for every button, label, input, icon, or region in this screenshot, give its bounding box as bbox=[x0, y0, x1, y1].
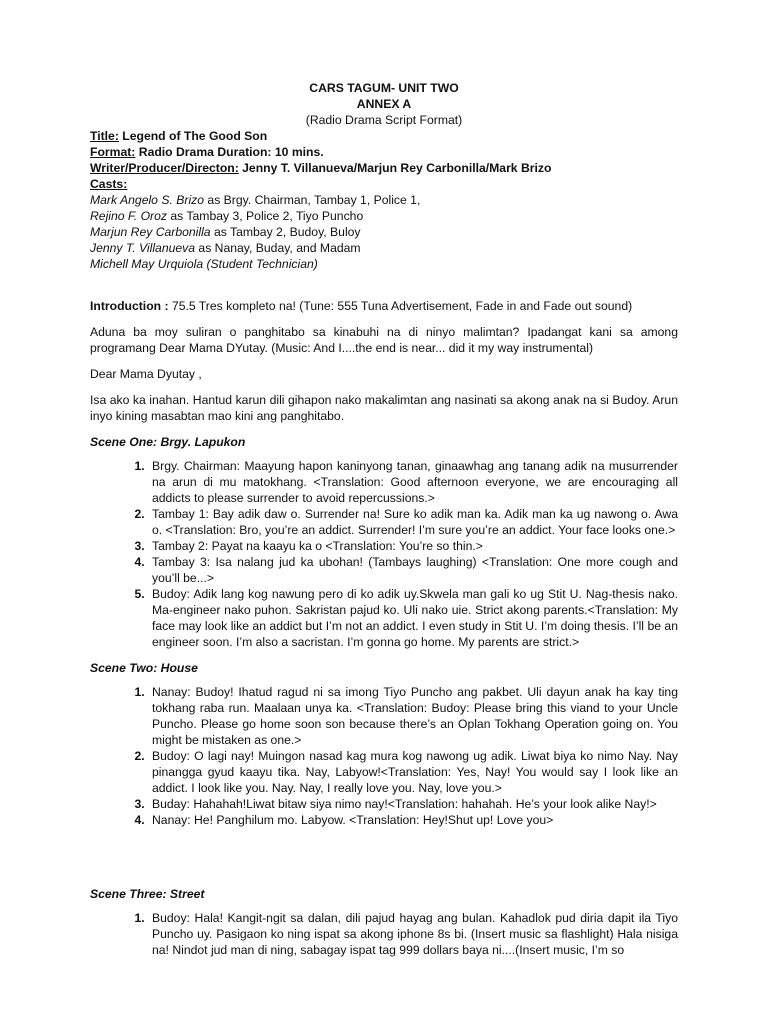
scene-lines bbox=[90, 458, 678, 650]
script-line: 2. Budoy: O lagi nay! Muingon nasad kag mura kog nawong ug adik. Liwat biya ko nimo Nay. Nay pinangga gyud kaayu tika. Nay, Labyow!<Translation: Yes, Nay! You would say I look like an addict. I look like you. Nay. Nay, I really love you. Nay, love you.> bbox=[148, 748, 678, 796]
title-value: Legend of The Good Son bbox=[118, 129, 268, 143]
document-page bbox=[90, 80, 678, 958]
cast-item bbox=[90, 192, 678, 208]
cast-item bbox=[90, 224, 678, 240]
writer-value: Jenny T. Villanueva/Marjun Rey Carbonilla/Mark Brizo bbox=[238, 161, 552, 175]
script-line: 1. Nanay: Budoy! Ihatud ragud ni sa imong Tiyo Puncho ang pakbet. Uli dayun anak ha kay ting tokhang raba run. Maalaan unya ka. <Translation: Budoy: Please bring this viand to your Uncle Puncho. Please go home soon son because there’s an Oplan Tokhang Operation going on. You might be mistaken as one.> bbox=[148, 684, 678, 748]
cast-item bbox=[90, 240, 678, 256]
introduction bbox=[90, 298, 678, 314]
script-line: 1. Budoy: Hala! Kangit-ngit sa dalan, dili pajud hayag ang bulan. Kahadlok pud diria dapit ila Tiyo Puncho uy. Pasigaon ko ning ispat sa akong iphone 8s bi. (Insert music sa flashlight) Hala nisiga na! Nindot jud man di ning, sabagay ispat tag 999 dollars baya ni....(Insert music, I’m so bbox=[148, 910, 678, 958]
intro-label: Introduction : bbox=[90, 299, 169, 313]
scene-lines bbox=[90, 684, 678, 828]
cast-item bbox=[90, 256, 678, 272]
cast-item bbox=[90, 208, 678, 224]
script-line: 3. Tambay 2: Payat na kaayu ka o <Translation: You’re so thin.> bbox=[148, 538, 678, 554]
cast-list bbox=[90, 192, 678, 272]
title-line bbox=[90, 128, 678, 144]
cast-name: Michell May Urquiola (Student Technician) bbox=[90, 257, 318, 271]
writer-label: Writer/Producer/Directon: bbox=[90, 161, 239, 175]
script-line: 3. Buday: Hahahah!Liwat bitaw siya nimo nay!<Translation: hahahah. He’s your look alike Nay!> bbox=[148, 796, 678, 812]
cast-roles: as Tambay 3, Police 2, Tiyo Puncho bbox=[167, 209, 364, 223]
header-unit: CARS TAGUM- UNIT TWO bbox=[309, 81, 459, 95]
scene-title: Scene Two: House bbox=[90, 661, 198, 675]
paragraph: Aduna ba moy suliran o panghitabo sa kinabuhi na di ninyo malimtan? Ipadangat kani sa among programang Dear Mama DYutay. (Music: And I....the end is near... did it my way instrumental) bbox=[90, 325, 678, 355]
scene-lines bbox=[90, 910, 678, 958]
cast-roles: as Brgy. Chairman, Tambay 1, Police 1, bbox=[204, 193, 421, 207]
script-line: 4. Nanay: He! Panghilum mo. Labyow. <Translation: Hey!Shut up! Love you> bbox=[148, 812, 678, 828]
salutation: Dear Mama Dyutay , bbox=[90, 367, 202, 381]
cast-name: Jenny T. Villanueva bbox=[90, 241, 196, 255]
format-value: Radio Drama Duration: 10 mins. bbox=[135, 145, 324, 159]
paragraph: Isa ako ka inahan. Hantud karun dili gihapon nako makalimtan ang nasinati sa akong anak na si Budoy. Arun inyo kining masabtan mao kini ang panghitabo. bbox=[90, 393, 678, 423]
cast-name: Marjun Rey Carbonilla bbox=[90, 225, 211, 239]
scene-title: Scene Three: Street bbox=[90, 887, 205, 901]
writer-line bbox=[90, 160, 678, 176]
cast-name: Rejino F. Oroz bbox=[90, 209, 167, 223]
format-label: Format: bbox=[90, 145, 136, 159]
title-label: Title: bbox=[90, 129, 119, 143]
casts-label: Casts: bbox=[90, 177, 128, 191]
intro-text: 75.5 Tres kompleto na! (Tune: 555 Tuna Advertisement, Fade in and Fade out sound) bbox=[168, 299, 633, 313]
header-annex: ANNEX A bbox=[356, 97, 412, 111]
script-line: 5. Budoy: Adik lang kog nawung pero di ko adik uy.Skwela man gali ko ug Stit U. Nag-thesis nako. Ma-engineer nako puhon. Sakristan pajud ko. Uli nako uie. Strict akong parents.<Translation: My face may look like an addict but I’m not an addict. I even study in Stit U. I’m doing thesis. I’ll be an engineer soon. I’m also a sacristan. I’m gonna go home. My parents are strict.> bbox=[148, 586, 678, 650]
script-line: 4. Tambay 3: Isa nalang jud ka ubohan! (Tambays laughing) <Translation: One more cough and you’ll be...> bbox=[148, 554, 678, 586]
cast-roles: as Tambay 2, Budoy, Buloy bbox=[210, 225, 361, 239]
cast-name: Mark Angelo S. Brizo bbox=[90, 193, 205, 207]
script-line: 1. Brgy. Chairman: Maayung hapon kaninyong tanan, ginaawhag ang tanang adik na musurrender na arun di mu matokhang. <Translation: Good afternoon everyone, we are encouraging all addicts to please surrender to avoid repercussions.> bbox=[148, 458, 678, 506]
header-format: (Radio Drama Script Format) bbox=[305, 113, 463, 127]
cast-roles: as Nanay, Buday, and Madam bbox=[195, 241, 361, 255]
script-line: 2. Tambay 1: Bay adik daw o. Surrender na! Sure ko adik man ka. Adik man ka ug nawong o. Awa o. <Translation: Bro, you’re an addict. Surrender! I’m sure you’re an addict. Your face looks one.> bbox=[148, 506, 678, 538]
format-line bbox=[90, 144, 678, 160]
scene-title: Scene One: Brgy. Lapukon bbox=[90, 435, 246, 449]
